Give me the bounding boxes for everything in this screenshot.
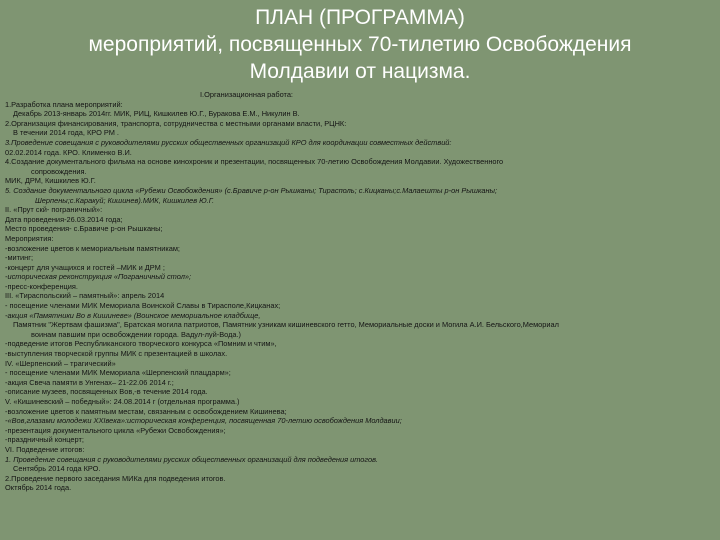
plan-line: -историческая реконструкция «Пограничный стол»; bbox=[5, 272, 192, 282]
plan-line: -концерт для учащихся и гостей –МИК и ДРМ ; bbox=[5, 262, 165, 272]
plan-line: - посещение членами МИК Мемориала Воинской Славы в Тирасполе,Кицканах; bbox=[5, 301, 281, 311]
plan-line: -акция «Памятники Во в Кишиневе» (Воинское мемориальное кладбище, bbox=[5, 310, 261, 320]
plan-line: -выступления творческой группы МИК с презентацией в школах. bbox=[5, 349, 228, 359]
plan-line: МИК, ДРМ, Кишкилев Ю.Г. bbox=[5, 176, 96, 186]
plan-line: сопровождения. bbox=[31, 166, 87, 176]
plan-line: воинам павшим при освобождении города. Вадул-луй-Вода.) bbox=[31, 329, 242, 339]
plan-line: -пресс-конференция. bbox=[5, 281, 78, 291]
plan-line: Сентябрь 2014 года КРО. bbox=[13, 464, 101, 474]
section-heading: II. «Прут скй- пограничный»: bbox=[5, 205, 103, 215]
plan-line: 02.02.2014 года. КРО. Клименко В.И. bbox=[5, 147, 132, 157]
plan-line: -возложение цветов к памятным местам, связанным с освобождением Кишинева; bbox=[5, 406, 287, 416]
plan-line: 1. Проведение совещания с руководителями русских общественных организаций для подведения итогов. bbox=[5, 454, 378, 464]
plan-line: -описание музеев, посвященных Вов,-в течение 2014 года. bbox=[5, 387, 208, 397]
plan-line: 2.Организация финансирования, транспорта, сотрудничества с местными органами власти, РЦНК: bbox=[5, 118, 347, 128]
plan-line: - посещение членами МИК Мемориала «Шерпенский плацдарм»; bbox=[5, 368, 231, 378]
plan-line: 5. Создание документального цикла «Рубежи Освобождения» (с.Бравиче р-он Рышканы; Тирасполь; с.Кицканы;с.Малаешты р-он Рышканы; bbox=[5, 185, 497, 195]
plan-line: Шерпены;с.Каракуй; Кишинев).МИК, Кишкилев Ю.Г. bbox=[35, 195, 215, 205]
title-line-3: Молдавии от нацизма. bbox=[249, 60, 471, 83]
title-line-2: мероприятий, посвященных 70-тилетию Освобождения bbox=[88, 33, 632, 56]
section-heading: VI. Подведение итогов: bbox=[5, 444, 85, 454]
title-line-1: ПЛАН (ПРОГРАММА) bbox=[255, 6, 465, 29]
section-heading: III. «Тираспольский – памятный»: апрель 2014 bbox=[5, 291, 165, 301]
plan-line: Мероприятия: bbox=[5, 233, 54, 243]
plan-line: -подведение итогов Республиканского творческого конкурса «Помним и чтим», bbox=[5, 339, 277, 349]
plan-line: 1.Разработка плана мероприятий: bbox=[5, 99, 123, 109]
plan-line: -митинг; bbox=[5, 253, 34, 263]
plan-line: В течении 2014 года, КРО РМ . bbox=[13, 128, 119, 138]
slide-title bbox=[0, 4, 720, 85]
plan-line: Место проведения- с.Бравиче р-он Рышканы; bbox=[5, 224, 163, 234]
plan-line: Дата проведения-26.03.2014 года; bbox=[5, 214, 123, 224]
plan-line: -«Вов,глазами молодежи XXIвека»:историческая конференция, посвященная 70-летию освобождения Молдавии; bbox=[5, 416, 402, 426]
plan-line: 3.Проведение совещания с руководителями русских общественных организаций КРО для координации совместных действий: bbox=[5, 137, 452, 147]
plan-line: -презентация документального цикла «Рубежи Освобождения»; bbox=[5, 425, 226, 435]
plan-line: Октябрь 2014 года. bbox=[5, 483, 72, 493]
plan-body bbox=[5, 90, 717, 493]
plan-line: -возложение цветов к мемориальным памятникам; bbox=[5, 243, 180, 253]
plan-line: -праздничный концерт; bbox=[5, 435, 84, 445]
plan-line: 4.Создание документального фильма на основе кинохроник и презентации, посвященных 70-летию Освобождения Молдавии. Художественного bbox=[5, 157, 504, 167]
plan-line: -акция Свеча памяти в Унгенах– 21-22.06 2014 г.; bbox=[5, 377, 174, 387]
section-heading: I.Организационная работа: bbox=[200, 90, 293, 99]
plan-line: 2.Проведение первого заседания МИКа для подведения итогов. bbox=[5, 473, 226, 483]
plan-line: Памятник "Жертвам фашизма", Братская могила патриотов, Памятник узникам кишиневского гетто, Мемориальные доски и Могила А.И. Бельского,Мемориал bbox=[13, 320, 559, 330]
plan-line: Декабрь 2013-январь 2014гг. МИК, РИЦ, Кишкилев Ю.Г., Буракова Е.М., Никулин В. bbox=[13, 109, 300, 119]
section-heading: V. «Кишиневский – победный»: 24.08.2014 г (отдельная программа.) bbox=[5, 397, 240, 406]
section-heading: IV. «Шерпенский – трагический» bbox=[5, 358, 116, 368]
